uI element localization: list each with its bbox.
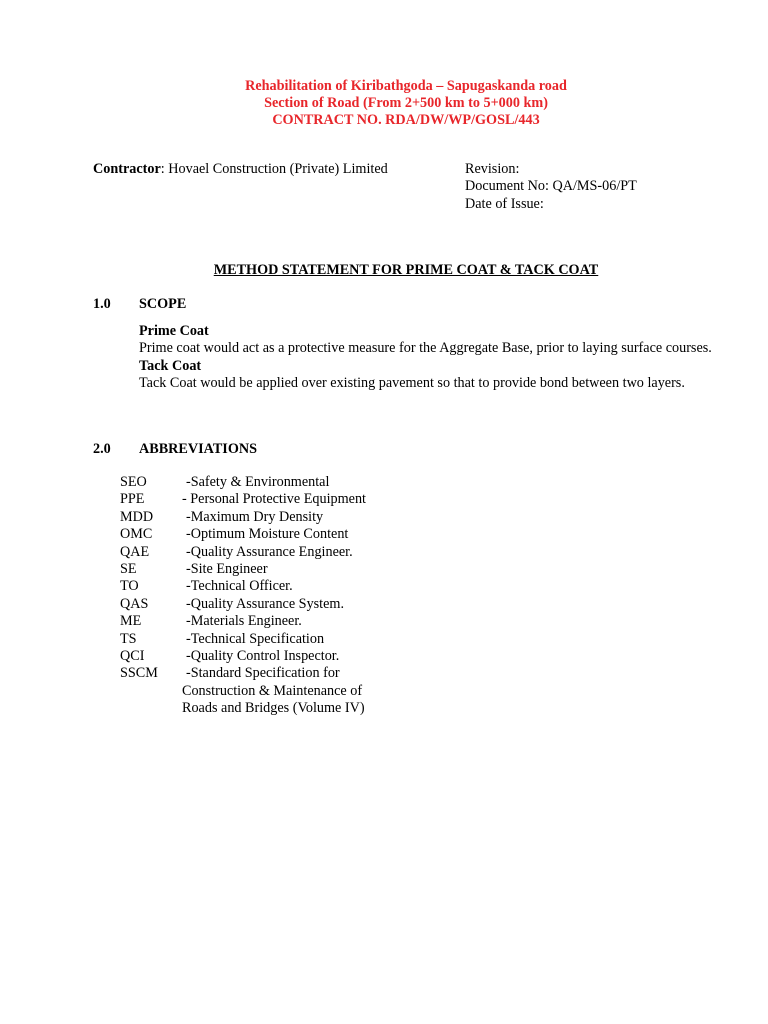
abbreviation-code: SE: [120, 560, 137, 577]
prime-coat-heading: Prime Coat: [139, 323, 209, 339]
abbreviation-definition: -Technical Officer.: [186, 578, 293, 595]
list-item: [120, 561, 420, 578]
abbreviation-code: TS: [120, 630, 137, 647]
list-item: [120, 665, 420, 682]
contractor-value: : Hovael Construction (Private) Limited: [160, 161, 388, 177]
abbreviation-definition: -Technical Specification: [186, 630, 325, 647]
contractor-label: Contractor: [93, 161, 161, 177]
list-item: [120, 544, 420, 561]
abbreviation-definition: -Site Engineer: [186, 560, 268, 577]
abbreviation-continuation: [120, 683, 420, 700]
abbreviation-continuation: [120, 700, 420, 717]
abbreviation-definition: -Safety & Environmental: [186, 474, 330, 490]
abbreviation-code: MDD: [120, 508, 154, 525]
date-of-issue: Date of Issue:: [465, 195, 544, 212]
abbreviation-definition: -Optimum Moisture Content: [186, 526, 349, 543]
abbreviation-code: QAS: [120, 595, 149, 612]
list-item: [120, 474, 420, 491]
abbreviation-code: SSCM: [120, 665, 158, 682]
tack-coat-heading: Tack Coat: [139, 357, 202, 374]
abbreviations-list: [120, 474, 420, 717]
list-item: [120, 613, 420, 630]
list-item: [120, 578, 420, 595]
abbreviation-definition: -Maximum Dry Density: [186, 508, 324, 525]
list-item: [120, 491, 420, 508]
project-title: Rehabilitation of Kiribathgoda – Sapugaskanda road: [245, 78, 567, 94]
contractor-line: [93, 161, 388, 178]
list-item: [120, 648, 420, 665]
document-title: METHOD STATEMENT FOR PRIME COAT & TACK COAT: [213, 262, 599, 278]
list-item: [120, 596, 420, 613]
abbreviation-code: PPE: [120, 491, 145, 508]
abbreviation-code: ME: [120, 613, 142, 630]
road-section: Section of Road (From 2+500 km to 5+000 km): [264, 95, 548, 111]
document-header: [0, 78, 768, 129]
scope-body: [139, 323, 719, 393]
list-item: [120, 631, 420, 648]
abbreviation-definition: -Quality Control Inspector.: [186, 647, 340, 664]
abbreviation-continuation-text: Roads and Bridges (Volume IV): [182, 700, 365, 717]
abbreviation-definition: -Standard Specification for: [186, 665, 340, 682]
revision-field: Revision:: [465, 161, 520, 177]
abbreviation-continuation-text: Construction & Maintenance of: [182, 682, 363, 699]
scope-section-title: SCOPE: [139, 296, 187, 312]
abbreviation-code: SEO: [120, 474, 147, 490]
scope-section-number: 1.0: [93, 296, 111, 312]
list-item: [120, 526, 420, 543]
document-number: Document No: QA/MS-06/PT: [465, 178, 637, 195]
prime-coat-text: Prime coat would act as a protective measure for the Aggregate Base, prior to laying surface courses.: [139, 340, 712, 357]
abbreviation-definition: -Quality Assurance Engineer.: [186, 543, 353, 560]
abbreviations-section-number: 2.0: [93, 441, 111, 457]
abbreviation-code: TO: [120, 578, 139, 595]
tack-coat-text: Tack Coat would be applied over existing pavement so that to provide bond between two layers.: [139, 375, 685, 392]
contract-number: CONTRACT NO. RDA/DW/WP/GOSL/443: [272, 112, 540, 128]
document-info: [465, 161, 637, 213]
abbreviation-definition: - Personal Protective Equipment: [182, 491, 367, 508]
abbreviation-definition: -Quality Assurance System.: [186, 595, 345, 612]
abbreviation-definition: -Materials Engineer.: [186, 613, 302, 630]
abbreviation-code: QAE: [120, 543, 150, 560]
list-item: [120, 509, 420, 526]
abbreviation-code: OMC: [120, 526, 153, 543]
abbreviation-code: QCI: [120, 647, 145, 664]
abbreviations-section-title: ABBREVIATIONS: [139, 441, 257, 457]
